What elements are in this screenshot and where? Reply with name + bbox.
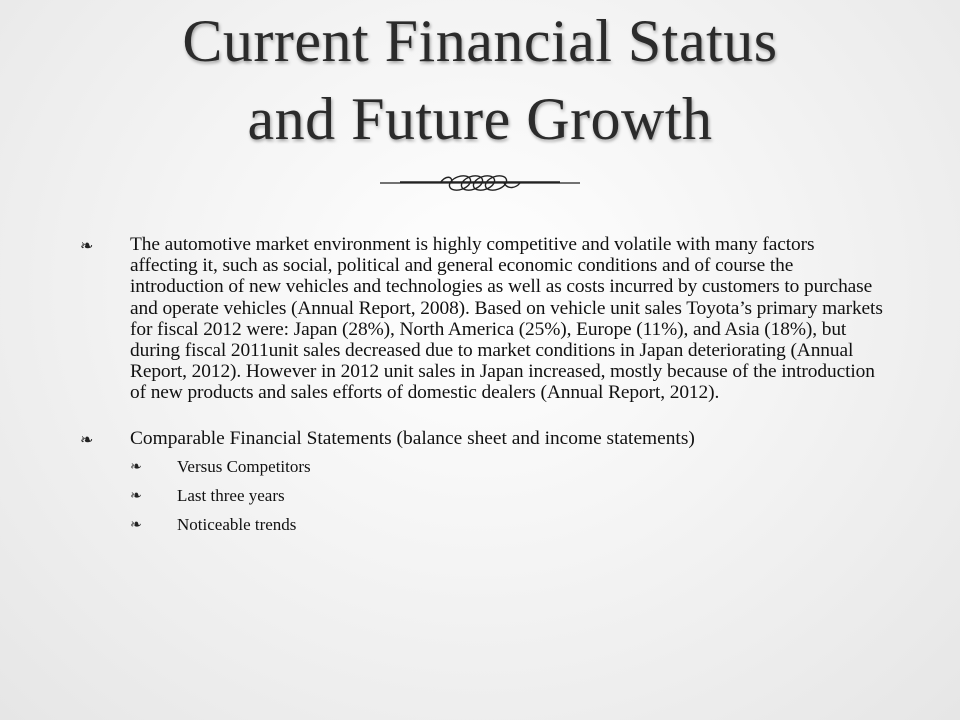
fleuron-bullet-icon: ❧ xyxy=(130,516,142,533)
bullet-comparable-statements xyxy=(80,428,885,450)
sub-bullet-item xyxy=(130,455,885,479)
sub-bullet-item xyxy=(130,513,885,537)
flourish-divider-icon xyxy=(380,168,580,198)
sub-bullet-text: Versus Competitors xyxy=(177,456,311,476)
sub-bullet-text: Last three years xyxy=(177,485,285,505)
slide-title xyxy=(0,2,960,158)
title-line-1: Current Financial Status xyxy=(182,8,778,74)
fleuron-bullet-icon: ❧ xyxy=(130,487,142,504)
fleuron-bullet-icon: ❧ xyxy=(80,429,94,449)
title-line-2: and Future Growth xyxy=(247,86,713,152)
paragraph-text: The automotive market environment is highly competitive and volatile with many factors affecting it, such as social, political and general economic conditions and of course the introduction of new vehicles and technologies as well as costs incurred by customers to purchase and operate vehicles (Annual Report, 2008). Based on vehicle unit sales Toyota’s primary markets for fiscal 2012 were: Japan (28%), North America (25%), Europe (11%), and Asia (18%), but during fiscal 2011unit sales decreased due to market conditions in Japan deteriorating (Annual Report, 2012). However in 2012 unit sales in Japan increased, mostly because of the introduction of new products and sales efforts of domestic dealers (Annual Report, 2012). xyxy=(130,234,883,404)
sub-bullet-text: Noticeable trends xyxy=(177,514,297,534)
fleuron-bullet-icon: ❧ xyxy=(130,458,142,475)
fleuron-bullet-icon: ❧ xyxy=(80,236,94,255)
sub-bullet-item xyxy=(130,484,885,508)
sub-bullet-list xyxy=(80,455,885,537)
slide-body xyxy=(80,234,885,537)
bullet-paragraph xyxy=(80,234,885,404)
comparable-statements-text: Comparable Financial Statements (balance sheet and income statements) xyxy=(130,427,695,449)
